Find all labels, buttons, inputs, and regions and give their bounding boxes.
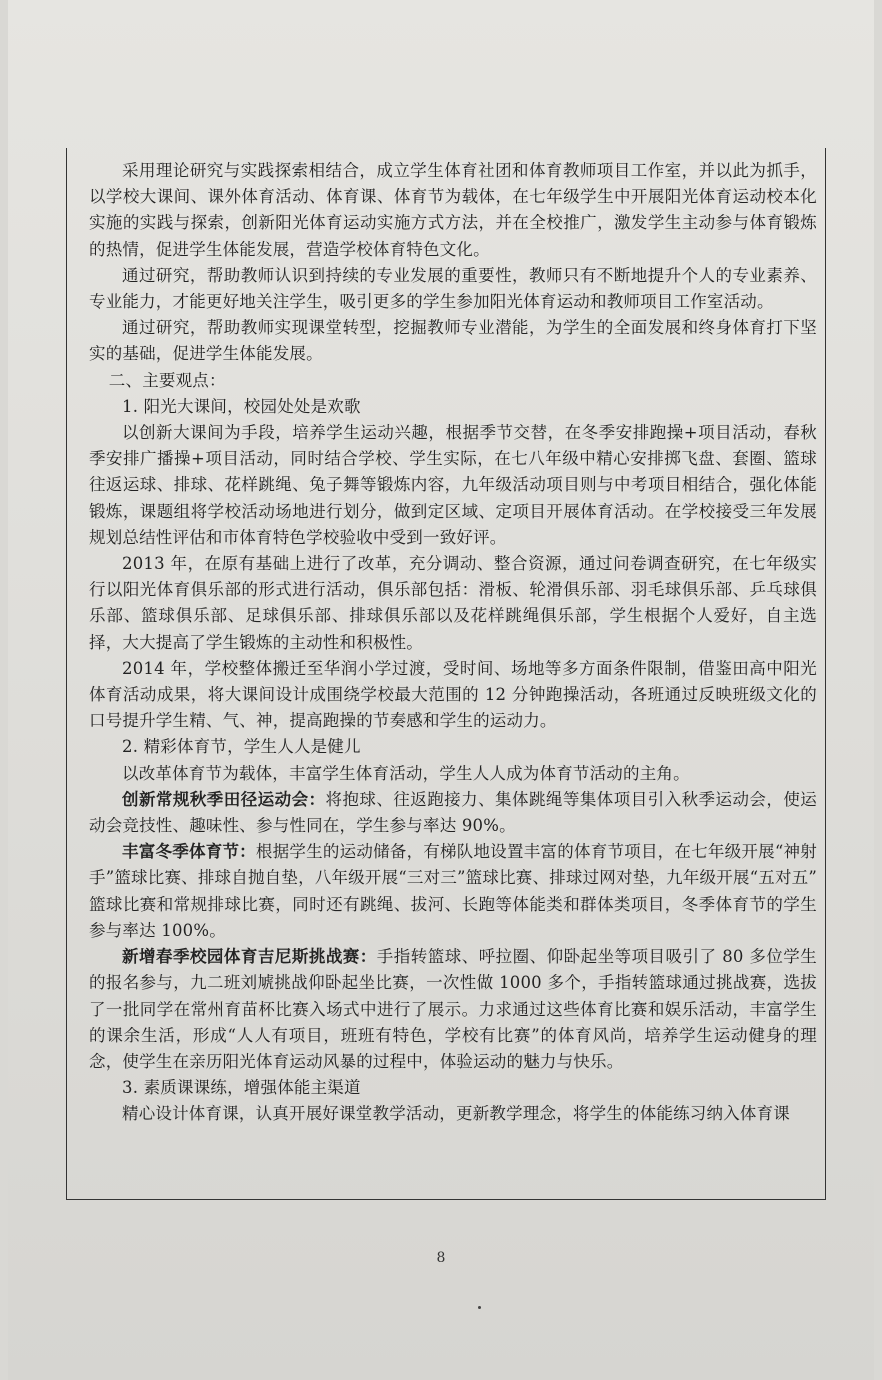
paper-speck	[478, 1306, 481, 1309]
paragraph-lead: 丰富冬季体育节：	[122, 842, 256, 862]
paragraph	[89, 787, 817, 839]
paragraph: 2014 年，学校整体搬迁至华润小学过渡，受时间、场地等多方面条件限制，借鉴田高中阳光体育活动成果，将大课间设计成围绕学校最大范围的 12 分钟跑操活动，各班通过反映班级文化的口号提升学生精、气、神，提高跑操的节奏感和学生的运动力。	[89, 658, 817, 731]
subsection-heading: 1. 阳光大课间，校园处处是欢歌	[122, 396, 361, 416]
paragraph-text: 手指转篮球、呼拉圈、仰卧起坐等项目吸引了 80 多位学生的报名参与，九二班刘虓挑战仰卧起坐比赛，一次性做 1000 多个，手指转篮球通过挑战赛，选拔了一批同学在常州育苗杯比赛入场式中进行了展示。力求通过这些体育比赛和娱乐活动，丰富学生的课余生活，形成“人人有项目，班班有特色，学校有比赛”的体育风尚，培养学生运动健身的理念，使学生在亲历阳光体育运动风暴的过程中，体验运动的魅力与快乐。	[89, 947, 817, 1071]
subsection-heading: 2. 精彩体育节，学生人人是健儿	[122, 737, 361, 757]
subsection-heading: 3. 素质课课练，增强体能主渠道	[122, 1078, 361, 1098]
paragraph: 采用理论研究与实践探索相结合，成立学生体育社团和体育教师项目工作室，并以此为抓手，以学校大课间、课外体育活动、体育课、体育节为载体，在七年级学生中开展阳光体育运动校本化实施的实践与探索，创新阳光体育运动实施方式方法，并在全校推广，激发学生主动参与体育锻炼的热情，促进学生体能发展，营造学校体育特色文化。	[89, 161, 817, 259]
paragraph	[89, 944, 817, 1075]
paragraph-lead: 新增春季校园体育吉尼斯挑战赛：	[122, 947, 377, 967]
paragraph: 精心设计体育课，认真开展好课堂教学活动，更新教学理念，将学生的体能练习纳入体育课	[122, 1104, 790, 1124]
paragraph-text: 将抱球、往返跑接力、集体跳绳等集体项目引入秋季运动会，使运动会竞技性、趣味性、参与性同在，学生参与率达 90%。	[89, 789, 817, 836]
paragraph-lead: 创新常规秋季田径运动会：	[122, 789, 326, 809]
paragraph-text: 根据学生的运动储备，有梯队地设置丰富的体育节项目，在七年级开展“神射手”篮球比赛、排球自抛自垫，八年级开展“三对三”篮球比赛、排球过网对垫，九年级开展“五对五” 篮球比赛和常规排球比赛，同时还有跳绳、拔河、长跑等体能类和群体类项目，冬季体育节的学生参与率达 100%。	[89, 842, 817, 940]
paragraph	[89, 839, 817, 944]
page-number: 8	[436, 1250, 446, 1266]
section-heading: 二、主要观点：	[108, 370, 226, 390]
paragraph: 2013 年，在原有基础上进行了改革，充分调动、整合资源，通过问卷调查研究，在七年级实行以阳光体育俱乐部的形式进行活动，俱乐部包括：滑板、轮滑俱乐部、羽毛球俱乐部、乒乓球俱乐部、篮球俱乐部、足球俱乐部、排球俱乐部以及花样跳绳俱乐部，学生根据个人爱好，自主选择，大大提高了学生锻炼的主动性和积极性。	[89, 554, 817, 652]
text-body	[89, 158, 817, 1128]
paragraph: 以改革体育节为载体，丰富学生体育活动，学生人人成为体育节活动的主角。	[122, 763, 690, 783]
paragraph: 通过研究，帮助教师实现课堂转型，挖掘教师专业潜能，为学生的全面发展和终身体育打下坚实的基础，促进学生体能发展。	[89, 318, 817, 364]
content-frame	[66, 148, 826, 1200]
paragraph: 通过研究，帮助教师认识到持续的专业发展的重要性，教师只有不断地提升个人的专业素养、专业能力，才能更好地关注学生，吸引更多的学生参加阳光体育运动和教师项目工作室活动。	[89, 265, 817, 312]
paragraph: 以创新大课间为手段，培养学生运动兴趣，根据季节交替，在冬季安排跑操+项目活动，春秋季安排广播操+项目活动，同时结合学校、学生实际，在七八年级中精心安排掷飞盘、套圈、篮球往返运球、排球、花样跳绳、兔子舞等锻炼内容，九年级活动项目则与中考项目相结合，强化体能锻炼，课题组将学校活动场地进行划分，做到定区域、定项目开展体育活动。在学校接受三年发展规划总结性评估和市体育特色学校验收中受到一致好评。	[89, 423, 817, 547]
